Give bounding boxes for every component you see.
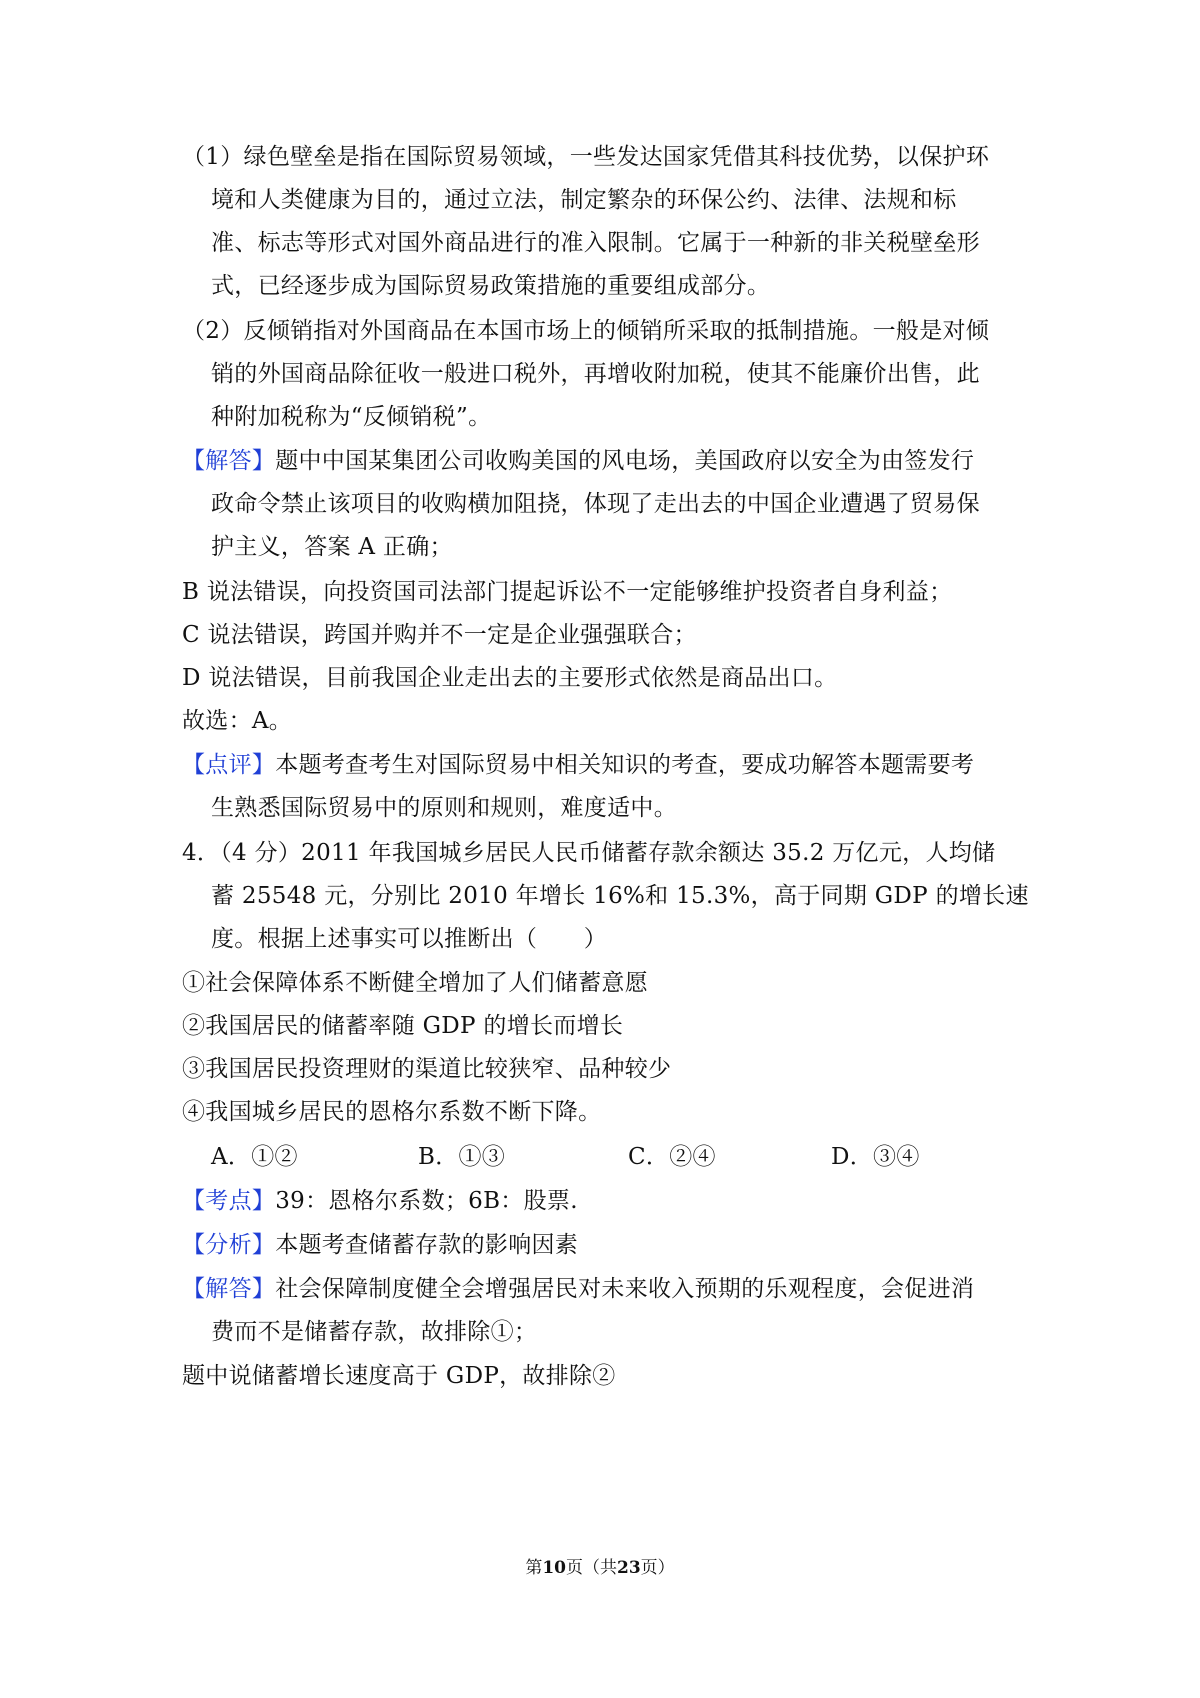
fenxi-text: 本题考查储蓄存款的影响因素 — [275, 1232, 579, 1258]
question-item: ①社会保障体系不断健全增加了人们储蓄意愿 — [182, 970, 648, 996]
footer-page-number: 10 — [542, 1558, 566, 1578]
kaodian-text: 39：恩格尔系数；6B：股票. — [275, 1188, 578, 1214]
text-line: 种附加税称为“反倾销税”。 — [211, 404, 492, 430]
option-b: B．①③ — [418, 1144, 506, 1170]
fenxi-line — [182, 1230, 578, 1260]
text-line: 题中说储蓄增长速度高于 GDP，故排除② — [182, 1363, 616, 1389]
question-item: ④我国城乡居民的恩格尔系数不断下降。 — [182, 1099, 602, 1125]
text-line: 销的外国商品除征收一般进口税外，再增收附加税，使其不能廉价出售，此 — [211, 361, 980, 387]
text-line: 费而不是储蓄存款，故排除①； — [211, 1319, 538, 1345]
question-line: 蓄 25548 元，分别比 2010 年增长 16%和 15.3%，高于同期 GDP 的增长速 — [211, 883, 1029, 909]
text-line: 准、标志等形式对国外商品进行的准入限制。它属于一种新的非关税壁垒形 — [211, 230, 980, 256]
answer-text: 题中中国某集团公司收购美国的风电场，美国政府以安全为由签发行 — [275, 448, 975, 474]
answer-tag: 【解答】 — [182, 448, 276, 474]
answer-text: 社会保障制度健全会增强居民对未来收入预期的乐观程度，会促进消 — [275, 1276, 975, 1302]
option-c: C．②④ — [628, 1144, 716, 1170]
text-line: 故选：A。 — [182, 708, 293, 734]
question-item: ③我国居民投资理财的渠道比较狭窄、品种较少 — [182, 1056, 672, 1082]
text-line: D 说法错误，目前我国企业走出去的主要形式依然是商品出口。 — [182, 665, 838, 691]
review-tag: 【点评】 — [182, 752, 276, 778]
footer-suffix: 页） — [640, 1558, 675, 1578]
text-line: C 说法错误，跨国并购并不一定是企业强强联合； — [182, 622, 697, 648]
question-line: 4．（4 分）2011 年我国城乡居民人民币储蓄存款余额达 35.2 万亿元，人均储 — [182, 840, 996, 866]
footer-total-pages: 23 — [617, 1558, 641, 1578]
kaodian-line — [182, 1186, 578, 1216]
review-text: 本题考查考生对国际贸易中相关知识的考查，要成功解答本题需要考 — [275, 752, 975, 778]
answer-line — [182, 1274, 974, 1304]
question-line: 度。根据上述事实可以推断出（ ） — [211, 926, 608, 952]
answer-line — [182, 446, 974, 476]
review-line — [182, 750, 974, 780]
text-line: 政命令禁止该项目的收购横加阻挠，体现了走出去的中国企业遭遇了贸易保 — [211, 491, 980, 517]
footer-mid: 页（共 — [566, 1558, 617, 1578]
footer-prefix: 第 — [525, 1558, 543, 1578]
option-a: A．①② — [211, 1144, 298, 1170]
text-line: B 说法错误，向投资国司法部门提起诉讼不一定能够维护投资者自身利益； — [182, 579, 953, 605]
question-item: ②我国居民的储蓄率随 GDP 的增长而增长 — [182, 1013, 624, 1039]
text-line: （2）反倾销指对外国商品在本国市场上的倾销所采取的抵制措施。一般是对倾 — [182, 318, 990, 344]
page-footer — [0, 1557, 1200, 1579]
option-d: D．③④ — [831, 1144, 920, 1170]
text-line: 境和人类健康为目的，通过立法，制定繁杂的环保公约、法律、法规和标 — [211, 187, 957, 213]
text-line: 式，已经逐步成为国际贸易政策措施的重要组成部分。 — [211, 273, 771, 299]
options-row — [211, 1142, 1011, 1172]
kaodian-tag: 【考点】 — [182, 1188, 276, 1214]
text-line: （1）绿色壁垒是指在国际贸易领域，一些发达国家凭借其科技优势，以保护环 — [182, 144, 990, 170]
fenxi-tag: 【分析】 — [182, 1232, 276, 1258]
answer-tag: 【解答】 — [182, 1276, 276, 1302]
text-line: 护主义，答案 A 正确； — [211, 534, 453, 560]
text-line: 生熟悉国际贸易中的原则和规则，难度适中。 — [211, 795, 677, 821]
